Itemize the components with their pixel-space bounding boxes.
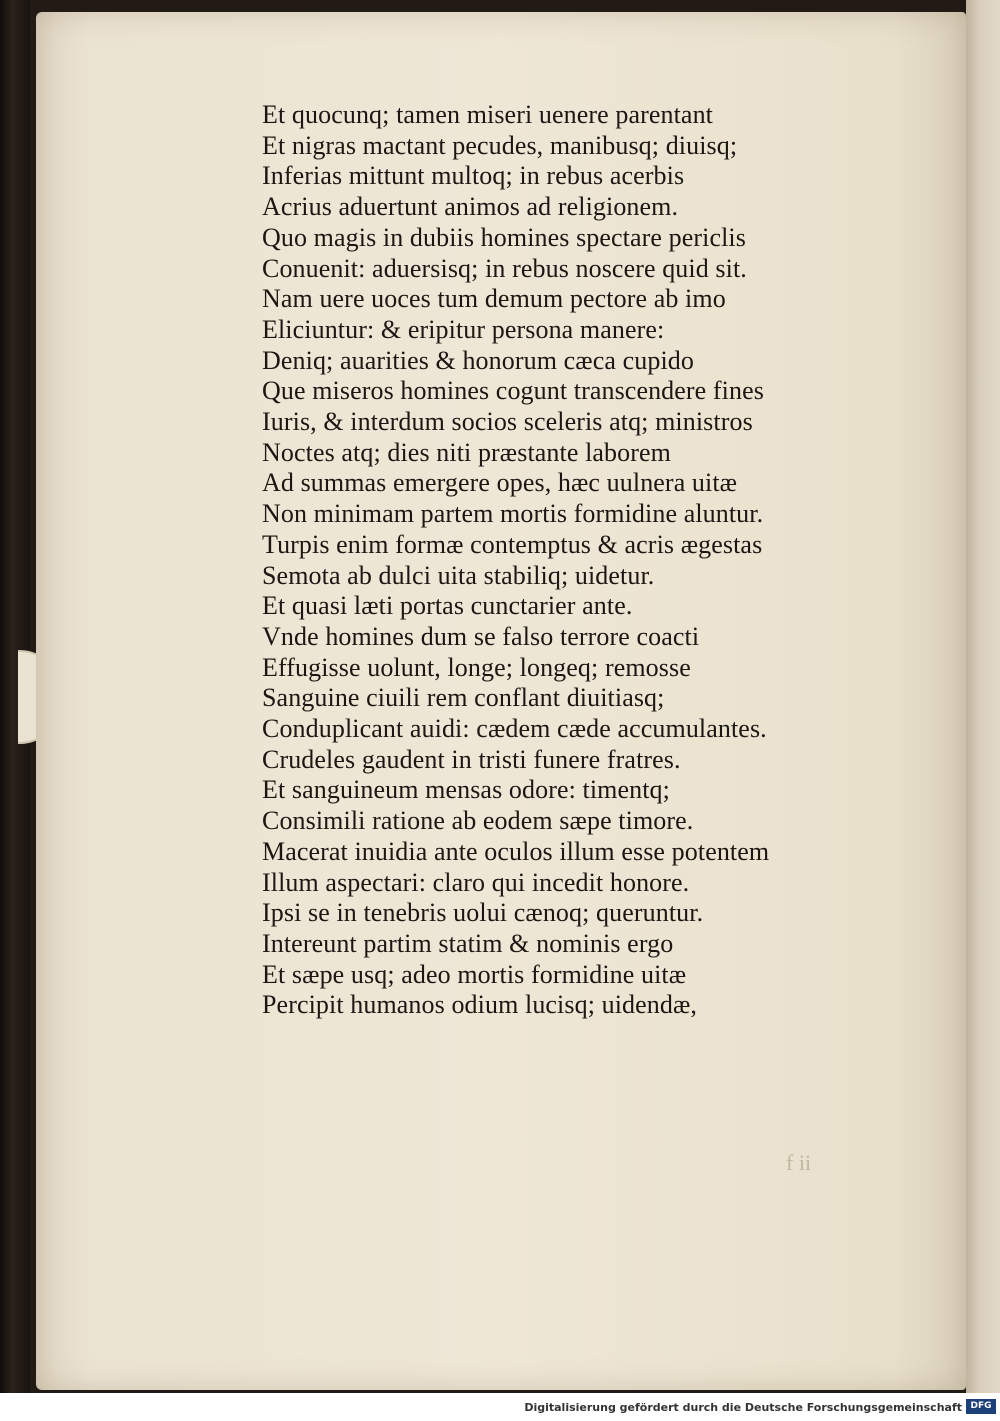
dfg-logo: DFG [966,1399,996,1414]
verse-line: Crudeles gaudent in tristi funere fratres. [262,744,681,774]
signature-mark: f ii [786,1150,812,1175]
verse-line: Semota ab dulci uita stabiliq; uidetur. [262,560,655,590]
verse-line: Nam uere uoces tum demum pectore ab imo [262,284,726,314]
verse-line: Vnde homines dum se falso terrore coacti [262,621,700,651]
verse-line: Iuris, & interdum socios sceleris atq; ministros [262,407,753,437]
funding-credit: Digitalisierung gefördert durch die Deutsche Forschungsgemeinschaft [524,1401,962,1414]
verse-line: Et quocunq; tamen miseri uenere parentant [262,100,713,129]
verse-line: Consimili ratione ab eodem sæpe timore. [262,806,694,836]
verse-line: Ipsi se in tenebris uolui cænoq; queruntur. [262,898,704,928]
verse-line: Effugisse uolunt, longe; longeq; remosse [262,652,691,682]
verse-line: Deniq; auarities & honorum cæca cupido [262,345,694,375]
verse-line: Et nigras mactant pecudes, manibusq; diuisq; [262,130,738,160]
verse-line: Intereunt partim statim & nominis ergo [262,928,674,958]
verse-line: Sanguine ciuili rem conflant diuitiasq; [262,683,665,713]
verse-line: Et sæpe usq; adeo mortis formidine uitæ [262,959,687,989]
verse-line: Percipit humanos odium lucisq; uidendæ, [262,990,698,1020]
digitization-footer [0,1396,1000,1421]
verse-line: Et sanguineum mensas odore: timentq; [262,775,670,805]
verse-line: Illum aspectari: claro qui incedit honore. [262,867,690,897]
verse-line: Conuenit: aduersisq; in rebus noscere quid sit. [262,253,747,283]
verse-line: Turpis enim formæ contemptus & acris ægestas [262,529,763,559]
verse-line: Que miseros homines cogunt transcendere fines [262,376,764,406]
verse-text-block [262,100,902,1021]
verse-line: Non minimam partem mortis formidine aluntur. [262,499,764,529]
facing-leaf-edge [966,0,1000,1393]
verse-line: Macerat inuidia ante oculos illum esse potentem [262,836,770,866]
verse-line: Acrius aduertunt animos ad religionem. [262,192,679,222]
verse-line: Eliciuntur: & eripitur persona manere: [262,314,665,344]
verse-line: Conduplicant auidi: cædem cæde accumulantes. [262,714,767,744]
verse-line: Quo magis in dubiis homines spectare periclis [262,222,746,252]
verse-line: Ad summas emergere opes, hæc uulnera uitæ [262,468,738,498]
verse-line: Inferias mittunt multoq; in rebus acerbis [262,161,685,191]
verse-line: Noctes atq; dies niti præstante laborem [262,437,671,467]
verse-line: Et quasi læti portas cunctarier ante. [262,591,633,621]
